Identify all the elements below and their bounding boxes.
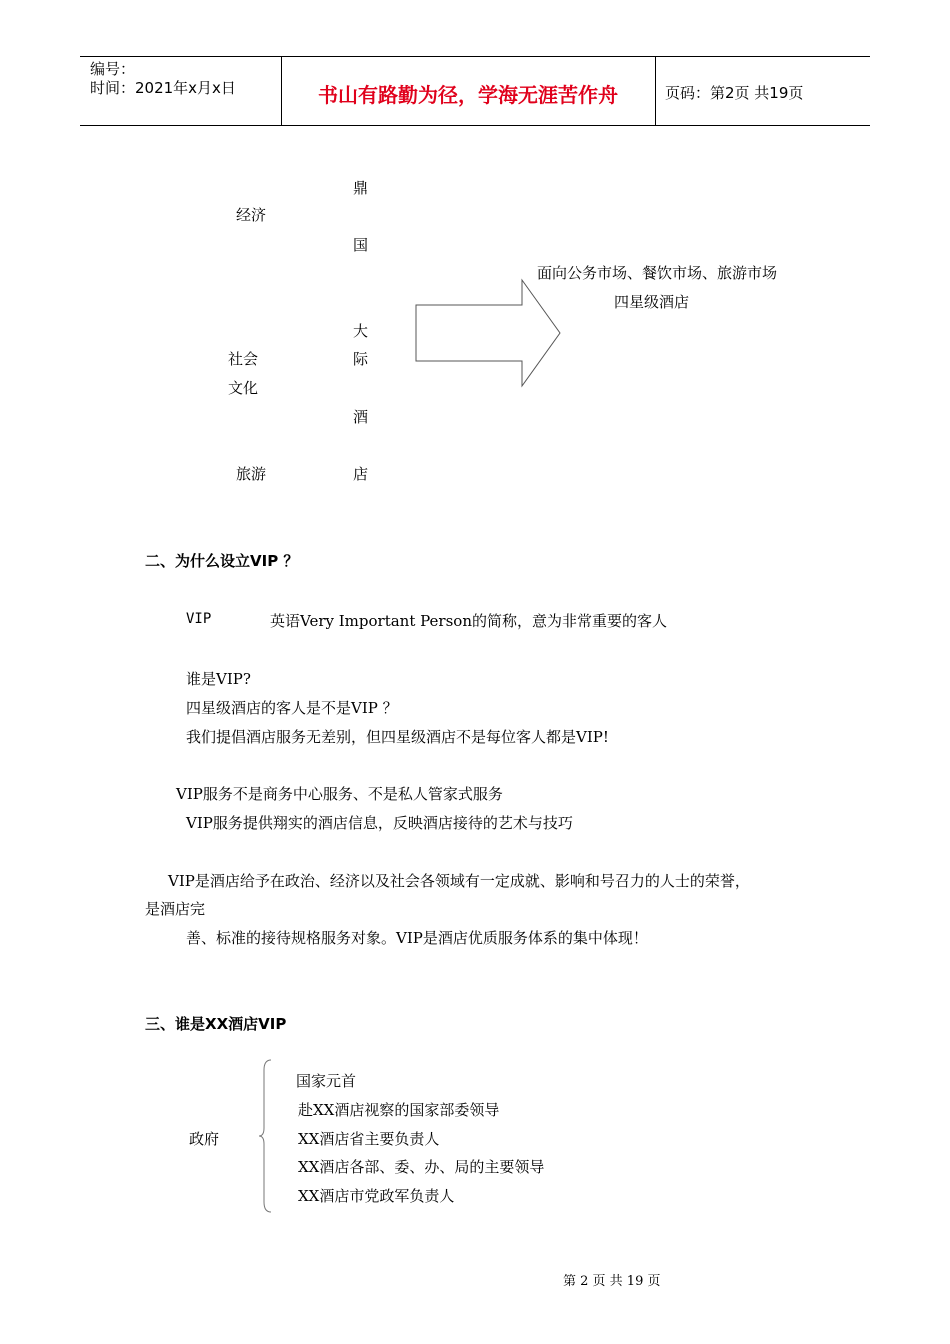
vip-definition: 英语Very Important Person的简称，意为非常重要的客人: [270, 612, 667, 630]
vip-term: VIP: [186, 611, 212, 627]
diagram-vertical-char: 国: [353, 236, 369, 254]
header-divider: [655, 57, 656, 125]
vip-list-item: 国家元首: [296, 1072, 357, 1090]
header-page-info: 页码：第2页 共19页: [665, 84, 804, 102]
category-government: 政府: [189, 1130, 220, 1148]
question-who-is-vip: 谁是VIP?: [186, 670, 251, 688]
vip-list-item: XX酒店省主要负责人: [298, 1130, 440, 1148]
header-time-label: 时间：2021年x月x日: [90, 79, 236, 97]
diagram-label-tourism: 旅游: [236, 465, 267, 483]
page-footer-number: 第 2 页 共 19 页: [563, 1274, 661, 1289]
diagram-label-culture: 文化: [228, 379, 259, 397]
paragraph-vip-definition-line3: 善、标准的接待规格服务对象。VIP是酒店优质服务体系的集中体现！: [186, 929, 648, 947]
vip-list-item: 赴XX酒店视察的国家部委领导: [298, 1101, 500, 1119]
section-heading-why-vip: 二、为什么设立VIP ？: [145, 552, 299, 570]
diagram-target-markets: 面向公务市场、餐饮市场、旅游市场: [537, 264, 778, 282]
diagram-vertical-char: 际: [353, 350, 369, 368]
vip-list-item: XX酒店各部、委、办、局的主要领导: [298, 1158, 545, 1176]
diagram-vertical-char: 鼎: [353, 179, 369, 197]
right-arrow-icon: [410, 275, 566, 391]
section-heading-who-is-vip: 三、谁是XX酒店VIP: [145, 1015, 287, 1033]
left-brace-icon: [258, 1058, 274, 1214]
question-four-star-guests: 四星级酒店的客人是不是VIP ？: [186, 699, 398, 717]
diagram-vertical-char: 大: [353, 322, 369, 340]
diagram-vertical-char: 店: [353, 465, 369, 483]
diagram-label-economy: 经济: [236, 206, 267, 224]
header-number-label: 编号：: [90, 60, 136, 78]
paragraph-vip-provides-info: VIP服务提供翔实的酒店信息，反映酒店接待的艺术与技巧: [186, 814, 573, 832]
paragraph-vip-definition-line2: 是酒店完: [145, 900, 206, 918]
diagram-vertical-char: 酒: [353, 408, 369, 426]
vip-list-item: XX酒店市党政军负责人: [298, 1187, 455, 1205]
diagram-label-society: 社会: [228, 350, 259, 368]
statement-no-difference: 我们提倡酒店服务无差别，但四星级酒店不是每位客人都是VIP!: [186, 728, 609, 746]
header-meta: [90, 60, 236, 98]
paragraph-vip-not-business: VIP服务不是商务中心服务、不是私人管家式服务: [176, 785, 503, 803]
paragraph-vip-definition-line1: VIP是酒店给予在政治、经济以及社会各领域有一定成就、影响和号召力的人士的荣誉，: [168, 872, 750, 890]
page-header: [80, 56, 870, 126]
diagram-target-hotel-class: 四星级酒店: [614, 293, 690, 311]
header-motto: 书山有路勤为径，学海无涯苦作舟: [318, 83, 618, 107]
